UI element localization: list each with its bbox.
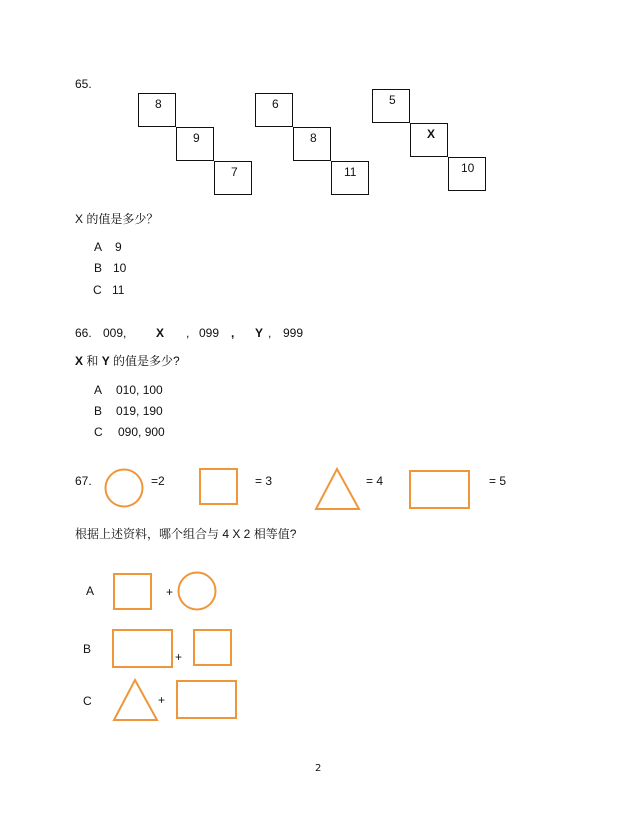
circle-icon	[103, 467, 145, 509]
grid-cell	[214, 161, 252, 195]
plus-sign: +	[166, 585, 174, 599]
option-letter: B	[94, 261, 103, 275]
option-letter: C	[94, 425, 103, 439]
q66-question	[75, 354, 180, 368]
square-value: = 3	[255, 474, 273, 488]
option-value: 11	[112, 283, 125, 297]
option-letter: C	[93, 283, 102, 297]
grid-cell	[331, 161, 369, 195]
separator: ,	[186, 326, 190, 340]
unknown-y: Y	[255, 326, 264, 340]
option-letter: A	[94, 383, 103, 397]
option-value: 10	[113, 261, 127, 275]
page-number: 2	[315, 763, 322, 774]
q66-number: 66.	[75, 326, 92, 340]
grid-cell	[372, 89, 410, 123]
q65-number: 65.	[75, 77, 92, 91]
grid-cell	[255, 93, 293, 127]
rectangle-icon	[111, 628, 175, 670]
cell-value: 8	[155, 97, 162, 111]
cell-value: 9	[193, 131, 200, 145]
option-value: 010, 100	[116, 383, 163, 397]
plus-sign: +	[158, 693, 166, 707]
cell-value: X	[427, 127, 436, 141]
cell-value: 6	[272, 97, 279, 111]
cell-value: 8	[310, 131, 317, 145]
option-letter: B	[83, 642, 92, 656]
grid-cell	[138, 93, 176, 127]
option-value: 019, 190	[116, 404, 163, 418]
q-rest: 的值是多少?	[109, 354, 180, 368]
q-and: 和	[83, 354, 102, 368]
grid-cell	[176, 127, 214, 161]
q65-question: X 的值是多少？	[75, 212, 159, 226]
square-icon	[198, 467, 240, 507]
unknown-x: X	[156, 326, 165, 340]
plus-sign: +	[175, 650, 183, 664]
separator: ,	[268, 326, 272, 340]
triangle-value: = 4	[366, 474, 384, 488]
rectangle-value: = 5	[489, 474, 507, 488]
circle-icon	[176, 570, 218, 612]
q67-number: 67.	[75, 474, 92, 488]
option-letter: C	[83, 694, 92, 708]
triangle-icon	[112, 678, 160, 722]
grid-cell	[293, 127, 331, 161]
cell-value: 11	[344, 165, 357, 179]
sequence-term: 099	[199, 326, 220, 340]
triangle-icon	[314, 467, 362, 511]
grid-cell	[410, 123, 448, 157]
q67-question: 根据上述资料，哪个组合与 4 X 2 相等值?	[75, 527, 297, 541]
rectangle-icon	[175, 679, 239, 721]
option-letter: A	[86, 584, 95, 598]
sequence-term: 009,	[103, 326, 127, 340]
cell-value: 10	[461, 161, 475, 175]
q-y: Y	[101, 354, 110, 368]
circle-value: =2	[151, 474, 165, 488]
option-letter: B	[94, 404, 103, 418]
option-letter: A	[94, 240, 103, 254]
square-icon	[192, 628, 234, 668]
separator: ,	[231, 326, 235, 340]
sequence-term: 999	[283, 326, 304, 340]
square-icon	[112, 572, 154, 612]
q-x: X	[75, 354, 84, 368]
cell-value: 7	[231, 165, 238, 179]
grid-cell	[448, 157, 486, 191]
option-value: 090, 900	[118, 425, 165, 439]
rectangle-icon	[408, 469, 472, 511]
cell-value: 5	[389, 93, 396, 107]
option-value: 9	[115, 240, 122, 254]
